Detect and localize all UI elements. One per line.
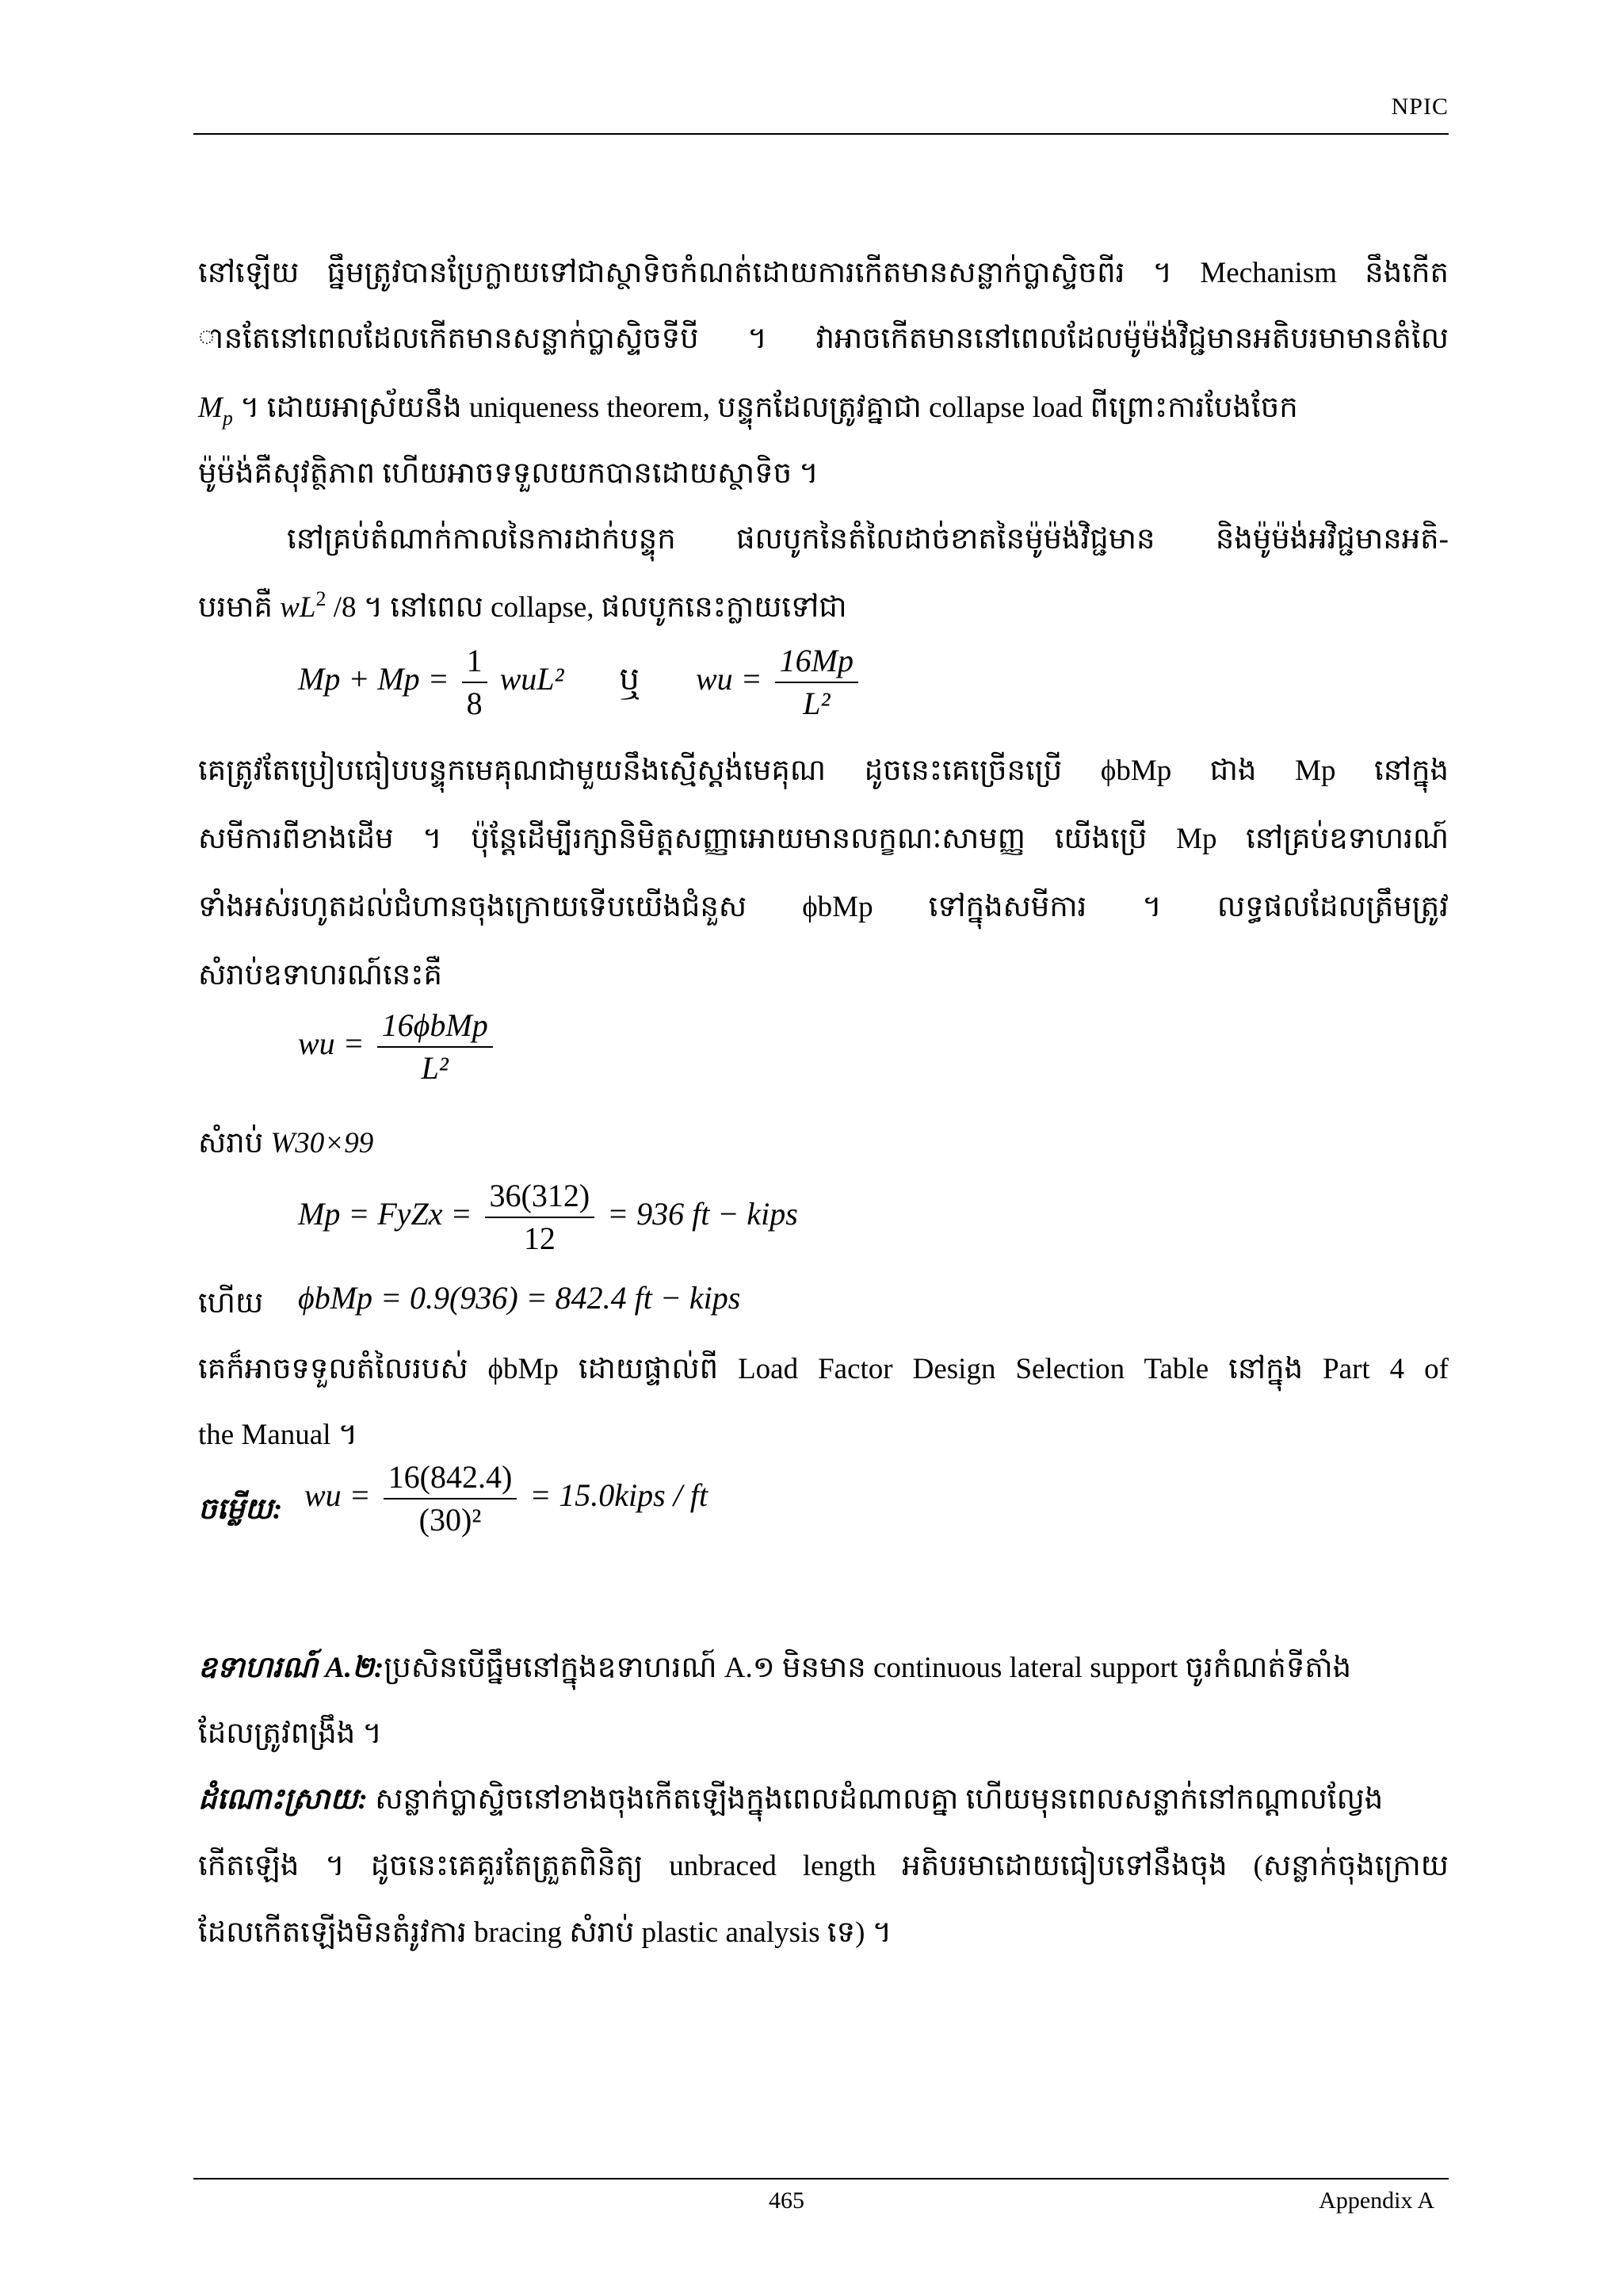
equation-wu-factored	[298, 1007, 498, 1087]
solution-line	[198, 1780, 1449, 1820]
footer-rule	[193, 2178, 1449, 2179]
equation-lhs: Mp = FyZx =	[298, 1196, 472, 1232]
denominator: (30)²	[418, 1502, 482, 1538]
paragraph-text: /8 ។ នៅពេល collapse, ផលបូកនេះក្លាយទៅជា	[326, 591, 847, 624]
example-text: ប្រសិនបើធ្នឹមនៅក្នុងឧទាហរណ៍ A.១ មិនមាន continuous lateral support ចូរកំណត់ទីតាំង	[384, 1652, 1352, 1684]
paragraph-line: សំរាប់ឧទាហរណ៍នេះគឺ	[198, 959, 443, 991]
denominator: L²	[421, 1050, 449, 1086]
paragraph-line: នៅគ្រប់តំណាក់កាលនៃការដាក់បន្ទុក ផលបូកនៃតំលៃដាច់ខាតនៃម៉ូម៉ង់វិជ្ជមាន និងម៉ូម៉ង់អវិជ្ជមានអតិ-	[287, 523, 1449, 556]
numerator: 16ϕbMp	[377, 1007, 493, 1048]
section-line	[198, 1124, 1449, 1163]
footer-section: Appendix A	[1319, 2187, 1434, 2214]
paragraph-text: ។ ដោយអាស្រ័យនឹង uniqueness theorem, បន្ទុកដែលត្រូវគ្នាជា collapse load ពីព្រោះការបែងចែក	[232, 392, 1298, 424]
fraction	[485, 1177, 595, 1258]
equation-phi-mp: ϕbMp = 0.9(936) = 842.4 ft − kips	[298, 1280, 741, 1316]
math-symbol: M	[198, 392, 223, 424]
running-header: NPIC	[1391, 94, 1449, 120]
equation-lhs: wu =	[298, 1026, 365, 1062]
numerator: 16(842.4)	[384, 1458, 517, 1499]
equation-lhs: Mp + Mp =	[298, 661, 449, 697]
equation-wu	[696, 642, 863, 723]
paragraph-line: ានតែនៅពេលដែលកើតមានសន្លាក់ប្លាស្ទិចទីបី ។ វាអាចកើតមាននៅពេលដែលម៉ូម៉ង់វិជ្ជមានអតិបរមាមានតំលៃ	[198, 323, 1449, 355]
fraction	[384, 1458, 517, 1539]
example-label: ឧទាហរណ៍ A.២:	[198, 1652, 384, 1684]
fraction	[377, 1007, 493, 1087]
header-rule	[193, 133, 1449, 135]
paragraph-line: ដែលកើតឡើងមិនតំរូវការ bracing សំរាប់ plastic analysis ទេ) ។	[198, 1916, 892, 1949]
numerator: 1	[462, 642, 487, 683]
equation-rhs: wuL²	[499, 661, 564, 697]
math-expression: wL	[280, 591, 316, 624]
paragraph-line: គេក៏អាចទទួលតំលៃរបស់ ϕbMp ដោយផ្ទាល់ពី Load Factor Design Selection Table នៅក្នុង Part 4 of	[198, 1353, 1449, 1385]
equation-mp	[298, 1177, 798, 1258]
answer-label: ចម្លើយ:	[198, 1493, 283, 1526]
equation-lhs: wu =	[304, 1477, 371, 1514]
math-subscript: p	[222, 407, 233, 430]
or-word: ឬ	[619, 661, 640, 697]
equation-rhs: = 15.0kips / ft	[529, 1477, 708, 1514]
paragraph-line	[198, 588, 1449, 630]
equation-answer	[304, 1458, 708, 1539]
paragraph-text: បរមាគឺ	[198, 591, 281, 624]
numerator: 16Mp	[775, 642, 858, 683]
paragraph-line: គេត្រូវតែប្រៀបធៀបបន្ទុកមេគុណជាមួយនឹងស្មើស្តង់មេគុណ ដូចនេះគេច្រើនប្រើ ϕbMp ជាង Mp នៅក្នុង	[198, 755, 1449, 787]
paragraph-line: ទាំងអស់រហូតដល់ជំហានចុងក្រោយទើបយើងជំនួស ϕbMp ទៅក្នុងសមីការ ។ លទ្ធផលដែលត្រឹមត្រូវ	[198, 891, 1449, 923]
solution-text: សន្លាក់ប្លាស្ទិចនៅខាងចុងកើតឡើងក្នុងពេលដំណាលគ្នា ហើយមុនពេលសន្លាក់នៅកណ្តាលល្វែង	[367, 1783, 1384, 1816]
paragraph-line: កើតឡើង ។ ដូចនេះគេគួរតែត្រួតពិនិត្យ unbraced length អតិបរមាដោយធៀបទៅនឹងចុង (សន្លាក់ចុងក្រោយ	[198, 1850, 1449, 1882]
fraction	[775, 642, 858, 723]
paragraph-line: ដែលត្រូវពង្រឹង ។	[198, 1717, 382, 1750]
and-label: ហើយ	[198, 1287, 264, 1320]
denominator: 8	[466, 686, 483, 721]
math-superscript: 2	[315, 587, 327, 610]
section-designation: W30×99	[270, 1127, 374, 1159]
for-label: សំរាប់	[198, 1127, 271, 1159]
equation-rhs: = 936 ft − kips	[607, 1196, 798, 1232]
paragraph-line: នៅឡើយ ធ្នឹមត្រូវបានប្រែក្លាយទៅជាស្ថាទិចកំណត់ដោយការកើតមានសន្លាក់ប្លាស្ទិចពីរ ។ Mechanism នឹងកើត	[198, 257, 1449, 289]
paragraph-line: the Manual ។	[198, 1419, 358, 1451]
paragraph-line: ម៉ូម៉ង់គឺសុវត្ថិភាព ហើយអាចទទួលយកបានដោយស្ថាទិច ។	[198, 457, 819, 490]
solution-label: ដំណោះស្រាយ:	[198, 1783, 368, 1816]
paragraph-line	[198, 388, 1449, 430]
denominator: L²	[803, 686, 831, 721]
equation-collapse-sum	[298, 642, 640, 723]
numerator: 36(312)	[485, 1177, 595, 1218]
equation-lhs: wu =	[696, 661, 762, 697]
page-number: 465	[769, 2187, 804, 2214]
fraction	[462, 642, 487, 723]
denominator: 12	[523, 1221, 556, 1256]
example-line	[198, 1648, 1449, 1688]
paragraph-line: សមីការពីខាងដើម ។ ប៉ុន្តែដើម្បីរក្សានិមិត្តសញ្ញាអោយមានលក្ខណៈសាមញ្ញ យើងប្រើ Mp នៅគ្រប់ឧទាហរណ៍	[198, 823, 1449, 855]
